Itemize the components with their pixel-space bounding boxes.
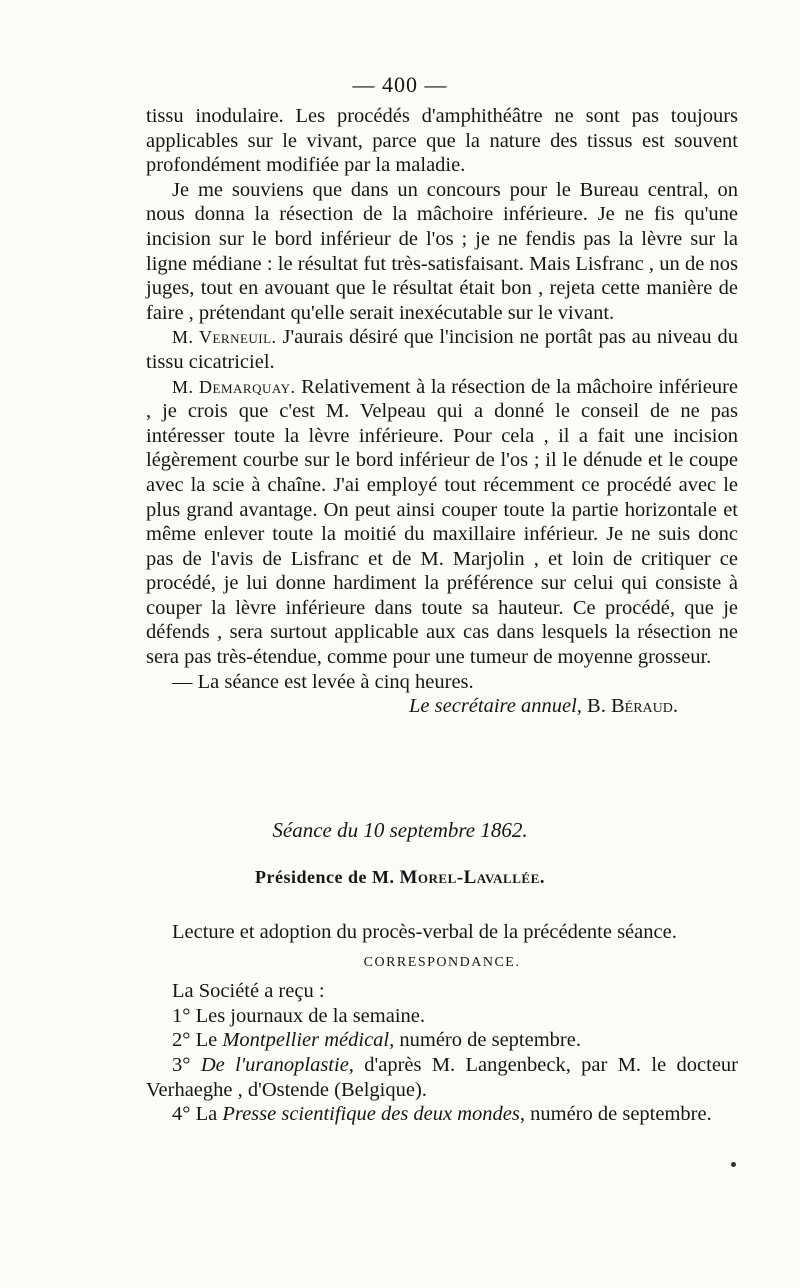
list-item-2: 2° Le Montpellier médical, numéro de septembre.: [172, 1029, 581, 1052]
list-item-1: 1° Les journaux de la semaine.: [172, 1004, 425, 1027]
page-number: — 400 —: [352, 72, 448, 97]
list-item-3: 3° De l'uranoplastie, d'après M. Langenbeck, par M. le docteur Verhaeghe , d'Ostende (Belgique).: [146, 1053, 739, 1101]
session-date: Séance du 10 septembre 1862.: [272, 818, 528, 842]
recu-line: La Société a reçu :: [172, 980, 325, 1003]
presidence-label: Présidence de M.: [255, 867, 400, 887]
speaker-demarquay: M. Demarquay.: [172, 376, 296, 397]
paragraph-1: tissu inodulaire. Les procédés d'amphithéâtre ne sont pas toujours applicables sur le vivant, parce que la nature des tissus est souvent profondément modifiée par la maladie.: [146, 105, 738, 177]
presidence-name: Morel-Lavallée.: [399, 867, 545, 888]
list-item-4: 4° La Presse scientifique des deux mondes, numéro de septembre.: [172, 1103, 712, 1126]
speech-demarquay: Relativement à la résection de la mâchoire inférieure , je crois que c'est M. Velpeau qui a donné le conseil de ne pas intéresser toute la lèvre inférieure. Pour cela , il a fait une incision légèrement courbe sur le bord inférieur de l'os ; il le dénude et le coupe avec la scie à chaîne. J'ai employé tout récemment ce procédé avec le plus grand avantage. On peut ainsi couper toute la partie horizontale et même enlever toute la moitié du maxillaire inférieur. Je ne suis donc pas de l'avis de Lisfranc et de M. Marjolin , et loin de critiquer ce procédé, je lui donne hardiment la préférence sur celui qui consiste à couper la lèvre inférieure dans toute sa hauteur. Ce procédé, que je défends , sera surtout applicable aux cas dans lesquels la résection ne sera pas très-étendue, comme pour une tumeur de moyenne grosseur.: [146, 375, 738, 669]
minutes-text: [146, 104, 738, 719]
signature-name: B. Béraud.: [581, 695, 678, 718]
session-text: [146, 920, 738, 1127]
speech-verneuil: J'aurais désiré que l'incision ne portât pas au niveau du tissu cicatriciel.: [146, 326, 739, 373]
signature: [146, 694, 738, 719]
signature-role: Le secrétaire annuel,: [409, 695, 582, 718]
paragraph-2: Je me souviens que dans un concours pour le Bureau central, on nous donna la résection de la mâchoire inférieure. Je ne fis qu'une incision sur le bord inférieur de l'os ; je ne fendis pas la lèvre sur la ligne médiane : le résultat fut très-satisfaisant. Mais Lisfranc , un de nos juges, tout en avouant que le résultat était bon , rejeta cette manière de faire , prétendant qu'elle serait inexécutable sur le vivant.: [146, 178, 738, 324]
ink-dot: [731, 1162, 736, 1167]
speaker-verneuil: M. Verneuil.: [172, 327, 277, 348]
paragraph-demarquay: [146, 375, 738, 670]
presidence-line: [0, 867, 800, 889]
paragraph-verneuil: [146, 325, 738, 374]
closing-line: — La séance est levée à cinq heures.: [172, 670, 474, 693]
correspondance-heading: CORRESPONDANCE.: [363, 954, 521, 970]
lecture-line: Lecture et adoption du procès-verbal de la précédente séance.: [172, 921, 677, 943]
